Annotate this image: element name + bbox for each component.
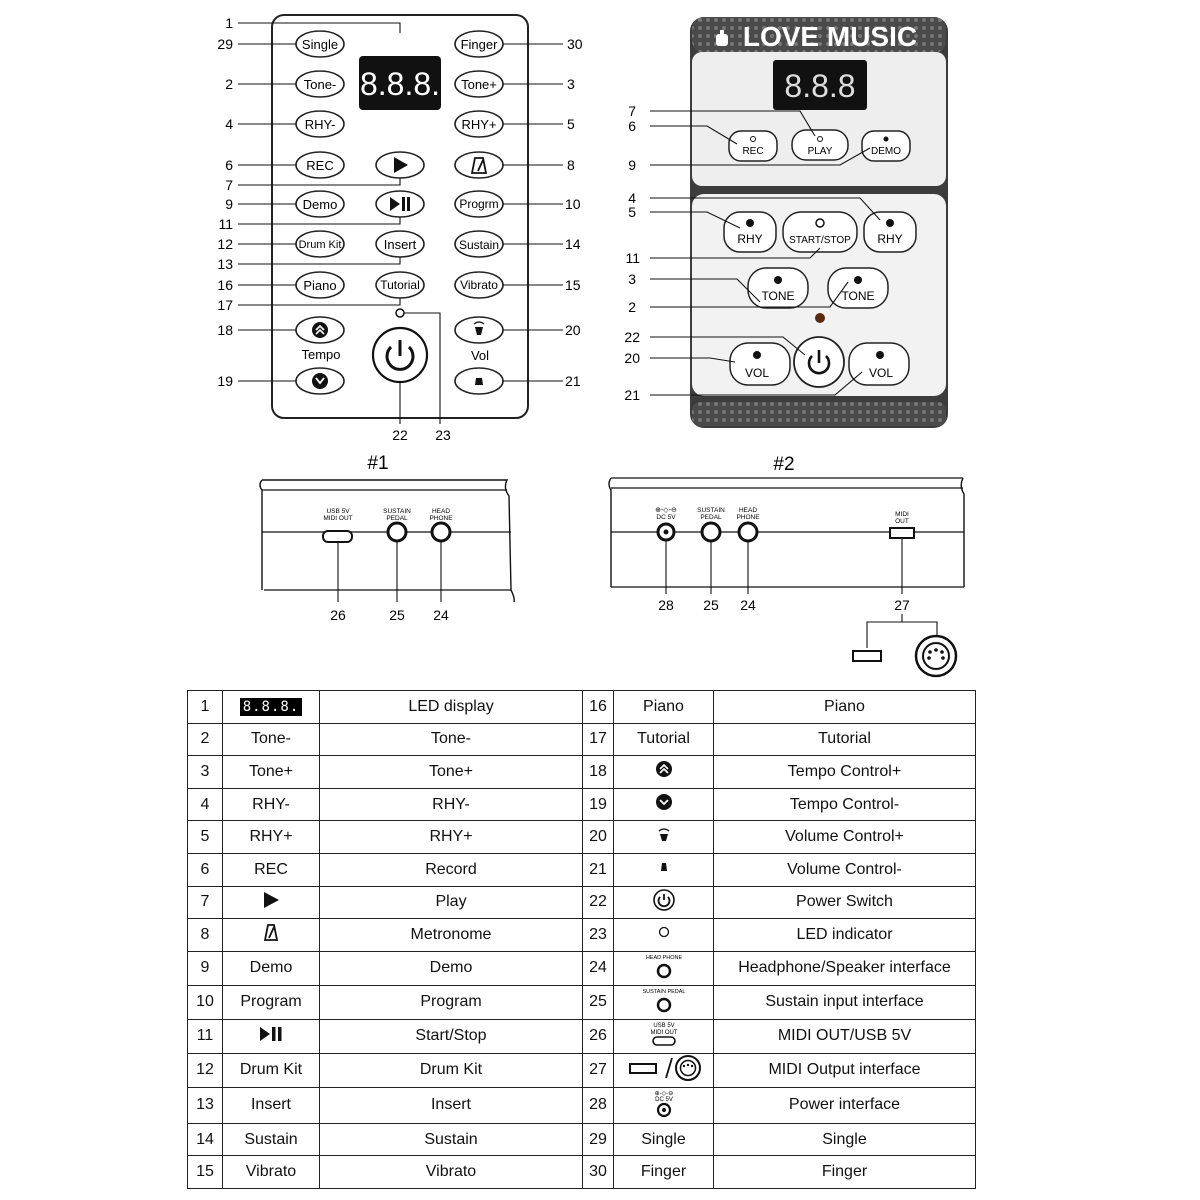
callout-2: 2 [225, 76, 233, 92]
p2-callout-9: 9 [628, 157, 636, 173]
row-desc: Insert [320, 1087, 583, 1123]
table-row [188, 788, 976, 821]
p2-callout-5: 5 [628, 204, 636, 220]
play-icon [261, 890, 281, 910]
row-desc: Sustain input interface [714, 985, 976, 1019]
panel1-led-indicator [396, 309, 404, 317]
row-symbol: Insert [223, 1087, 320, 1123]
row-no: 14 [188, 1123, 223, 1156]
row-desc: Finger [714, 1156, 976, 1189]
row-symbol [614, 1053, 714, 1087]
row-symbol [614, 821, 714, 854]
callout-30: 30 [567, 36, 583, 52]
btn-drum-kit: Drum Kit [298, 239, 342, 251]
tempo-down-icon [312, 373, 328, 389]
rear2-sustain-label-1: SUSTAIN [697, 507, 725, 514]
table-row [188, 723, 976, 756]
row-desc: Vibrato [320, 1156, 583, 1189]
callout-20: 20 [565, 322, 581, 338]
row-symbol: Finger [614, 1156, 714, 1189]
volume-down-icon [475, 378, 483, 385]
rear2-callout-27: 27 [894, 597, 910, 613]
row-symbol: Single [614, 1123, 714, 1156]
dc-mini-label: DC 5V [654, 1096, 673, 1103]
row-symbol: Tone- [223, 723, 320, 756]
midi-connectors-icon [624, 1054, 704, 1082]
row-desc: Tone+ [320, 756, 583, 789]
sustain-mini-label: SUSTAIN PEDAL [642, 988, 685, 995]
row-no: 21 [583, 853, 614, 886]
dc-jack-icon [644, 1088, 684, 1118]
p2-btn-start-stop: START/STOP [789, 235, 851, 246]
callout-13: 13 [217, 256, 233, 272]
led-display-icon: 8.8.8. [240, 698, 303, 716]
row-desc: Tempo Control+ [714, 756, 976, 789]
row-symbol [614, 985, 714, 1019]
row-desc: MIDI OUT/USB 5V [714, 1019, 976, 1053]
tempo-down-icon [655, 793, 673, 811]
row-no: 7 [188, 886, 223, 919]
row-symbol: Drum Kit [223, 1053, 320, 1087]
headphone-jack-icon [644, 952, 684, 980]
panel2-led-indicator [815, 313, 825, 323]
p2-btn-vol-minus: VOL [868, 366, 894, 380]
callout-19: 19 [217, 373, 233, 389]
row-no: 23 [583, 919, 614, 952]
row-desc: Piano [714, 691, 976, 724]
panel2-display-digits: 8.8.8 [784, 68, 856, 104]
btn-vibrato: Vibrato [460, 278, 498, 292]
sustain-jack-icon [642, 986, 686, 1014]
table-row [188, 853, 976, 886]
row-symbol [614, 951, 714, 985]
row-desc: Headphone/Speaker interface [714, 951, 976, 985]
row-no: 29 [583, 1123, 614, 1156]
p2-callout-21: 21 [624, 387, 640, 403]
row-desc: Play [320, 886, 583, 919]
rear2-headphone-jack [739, 523, 757, 541]
volume-down-icon [655, 858, 673, 876]
row-symbol [614, 756, 714, 789]
p2-callout-4: 4 [628, 190, 636, 206]
row-symbol: Demo [223, 951, 320, 985]
row-symbol: RHY- [223, 788, 320, 821]
row-desc: Volume Control+ [714, 821, 976, 854]
rear-panel-1 [260, 480, 514, 623]
p2-btn-rec: REC [742, 146, 764, 157]
play-pause-icon [258, 1025, 284, 1043]
p2-callout-7: 7 [628, 103, 636, 119]
table-row [188, 1123, 976, 1156]
rear2-callout-28: 28 [658, 597, 674, 613]
panel1-label: #1 [367, 453, 389, 474]
power-button [373, 328, 427, 382]
midi-mini-label: MIDI OUT [650, 1029, 677, 1036]
vol-label: Vol [470, 348, 490, 363]
p2-btn-vol-plus: VOL [744, 366, 770, 380]
row-desc: Single [714, 1123, 976, 1156]
table-row [188, 1019, 976, 1053]
table-row [188, 691, 976, 724]
row-symbol [614, 853, 714, 886]
row-no: 30 [583, 1156, 614, 1189]
row-no: 16 [583, 691, 614, 724]
panel1-display-digits: 8.8.8. [359, 66, 441, 102]
row-symbol: Program [223, 985, 320, 1019]
row-symbol [223, 691, 320, 724]
row-no: 27 [583, 1053, 614, 1087]
rear2-head-label-2: PHONE [736, 514, 760, 521]
table-row [188, 886, 976, 919]
row-no: 11 [188, 1019, 223, 1053]
row-symbol [614, 1087, 714, 1123]
row-desc: Tone- [320, 723, 583, 756]
panel2-brand: LOVE MUSIC [742, 21, 918, 52]
row-symbol [614, 788, 714, 821]
row-symbol: REC [223, 853, 320, 886]
head-label-2: PHONE [429, 515, 453, 522]
row-desc: Volume Control- [714, 853, 976, 886]
row-no: 4 [188, 788, 223, 821]
callout-6: 6 [225, 157, 233, 173]
head-mini-label: HEAD PHONE [645, 954, 682, 961]
rear2-callout-25: 25 [703, 597, 719, 613]
row-desc: Program [320, 985, 583, 1019]
callout-5: 5 [567, 116, 575, 132]
table-row [188, 1156, 976, 1189]
function-table [187, 690, 976, 1189]
row-no: 13 [188, 1087, 223, 1123]
btn-tone-minus: Tone- [303, 77, 337, 92]
row-symbol: Sustain [223, 1123, 320, 1156]
btn-rhy-minus: RHY- [304, 117, 336, 132]
row-desc: Metronome [320, 919, 583, 952]
row-symbol [223, 886, 320, 919]
btn-progrm: Progrm [459, 197, 499, 211]
row-desc: LED indicator [714, 919, 976, 952]
row-no: 17 [583, 723, 614, 756]
row-desc: Start/Stop [320, 1019, 583, 1053]
btn-tone-plus: Tone+ [461, 77, 497, 92]
dc-label: DC 5V [656, 514, 676, 521]
p2-callout-20: 20 [624, 350, 640, 366]
p2-callout-3: 3 [628, 271, 636, 287]
btn-finger: Finger [460, 37, 498, 52]
row-no: 10 [188, 985, 223, 1019]
dc-polarity-icon: ⊕-◇-⊖ [655, 507, 677, 514]
p2-callout-2: 2 [628, 299, 636, 315]
row-no: 25 [583, 985, 614, 1019]
table-row [188, 1087, 976, 1123]
row-symbol: Vibrato [223, 1156, 320, 1189]
usb-label-1: USB 5V [326, 508, 350, 515]
row-desc: Record [320, 853, 583, 886]
row-no: 22 [583, 886, 614, 919]
p2-btn-tone-minus: TONE [841, 289, 875, 303]
p2-callout-22: 22 [624, 329, 640, 345]
row-symbol [614, 919, 714, 952]
callout-18: 18 [217, 322, 233, 338]
row-symbol [614, 1019, 714, 1053]
midi-din-icon [916, 636, 956, 676]
callout-3: 3 [567, 76, 575, 92]
table-row [188, 919, 976, 952]
callout-4: 4 [225, 116, 233, 132]
row-no: 2 [188, 723, 223, 756]
midi-port [890, 528, 914, 538]
sustain-label-2: PEDAL [386, 515, 408, 522]
row-desc: Tutorial [714, 723, 976, 756]
row-desc: Power Switch [714, 886, 976, 919]
btn-piano: Piano [303, 278, 337, 293]
row-no: 19 [583, 788, 614, 821]
rear-panel-2 [609, 478, 964, 676]
rear1-callout-25: 25 [389, 607, 405, 623]
row-symbol [614, 886, 714, 919]
panel2-label: #2 [773, 454, 795, 475]
callout-15: 15 [565, 277, 581, 293]
rear2-callout-24: 24 [740, 597, 756, 613]
row-desc: Demo [320, 951, 583, 985]
row-no: 26 [583, 1019, 614, 1053]
callout-16: 16 [217, 277, 233, 293]
p2-btn-demo: DEMO [871, 146, 901, 157]
metronome-icon [262, 922, 280, 942]
btn-rec: REC [306, 158, 334, 173]
row-no: 12 [188, 1053, 223, 1087]
row-desc: Drum Kit [320, 1053, 583, 1087]
callout-11: 11 [218, 216, 233, 232]
btn-single: Single [301, 37, 339, 52]
btn-insert: Insert [383, 237, 417, 252]
tempo-up-icon [312, 322, 328, 338]
midi-label-1: MIDI [895, 511, 909, 518]
volume-up-icon [655, 826, 673, 844]
row-desc: Power interface [714, 1087, 976, 1123]
row-no: 3 [188, 756, 223, 789]
row-symbol: Tutorial [614, 723, 714, 756]
table-row [188, 1053, 976, 1087]
callout-14: 14 [565, 236, 581, 252]
btn-rhy-plus: RHY+ [461, 117, 497, 132]
p2-btn-play: PLAY [807, 146, 833, 157]
tempo-label: Tempo [301, 347, 341, 362]
table-row [188, 756, 976, 789]
table-row [188, 821, 976, 854]
callout-17: 17 [217, 297, 233, 313]
row-symbol [223, 919, 320, 952]
headphone-jack [432, 523, 450, 541]
tempo-up-icon [655, 760, 673, 778]
row-desc: RHY- [320, 788, 583, 821]
row-no: 18 [583, 756, 614, 789]
p2-btn-rhy-minus: RHY [877, 232, 903, 246]
callout-21: 21 [565, 373, 581, 389]
row-symbol: Tone+ [223, 756, 320, 789]
rear1-callout-24: 24 [433, 607, 449, 623]
btn-demo: Demo [302, 197, 338, 212]
row-desc: Tempo Control- [714, 788, 976, 821]
callout-29: 29 [217, 36, 233, 52]
sustain-jack [388, 523, 406, 541]
callout-10: 10 [565, 196, 581, 212]
row-no: 8 [188, 919, 223, 952]
p2-callout-11: 11 [625, 250, 640, 266]
callout-23: 23 [435, 427, 451, 443]
row-symbol: Piano [614, 691, 714, 724]
power-icon [653, 889, 675, 911]
callout-7: 7 [225, 177, 233, 193]
row-no: 24 [583, 951, 614, 985]
row-desc: LED display [320, 691, 583, 724]
row-no: 20 [583, 821, 614, 854]
usb-mini-label: USB 5V [652, 1022, 675, 1029]
table-row [188, 951, 976, 985]
panel2-power-button [794, 337, 844, 387]
btn-sustain: Sustain [458, 238, 500, 252]
row-desc: MIDI Output interface [714, 1053, 976, 1087]
row-no: 28 [583, 1087, 614, 1123]
btn-tutorial: Tutorial [380, 278, 420, 292]
panel2-remote [624, 17, 948, 475]
callout-8: 8 [567, 157, 575, 173]
p2-callout-6: 6 [628, 118, 636, 134]
mini-usb-plug-icon [853, 651, 881, 661]
callout-22: 22 [392, 427, 408, 443]
row-desc: Sustain [320, 1123, 583, 1156]
row-symbol [223, 1019, 320, 1053]
table-row [188, 985, 976, 1019]
sustain-label-1: SUSTAIN [383, 508, 411, 515]
head-label-1: HEAD [431, 508, 451, 515]
callout-12: 12 [217, 236, 233, 252]
panel1-remote [217, 15, 582, 474]
row-symbol: RHY+ [223, 821, 320, 854]
rear2-sustain-jack [702, 523, 720, 541]
usb-port-icon [644, 1020, 684, 1048]
led-indicator-icon [657, 925, 671, 939]
row-no: 15 [188, 1156, 223, 1189]
rear2-sustain-label-2: PEDAL [700, 514, 722, 521]
p2-btn-tone-plus: TONE [761, 289, 795, 303]
row-no: 9 [188, 951, 223, 985]
rear2-head-label-1: HEAD [738, 507, 758, 514]
rear1-callout-26: 26 [330, 607, 346, 623]
row-desc: RHY+ [320, 821, 583, 854]
dc-polarity-mini-icon: ⊕-◇-⊖ [654, 1090, 673, 1097]
callout-9: 9 [225, 196, 233, 212]
row-no: 5 [188, 821, 223, 854]
usb-port [323, 531, 352, 542]
row-no: 1 [188, 691, 223, 724]
midi-label-2: OUT [895, 518, 909, 525]
p2-btn-rhy-plus: RHY [737, 232, 763, 246]
row-no: 6 [188, 853, 223, 886]
callout-1: 1 [225, 15, 233, 31]
usb-label-2: MIDI OUT [323, 515, 353, 522]
